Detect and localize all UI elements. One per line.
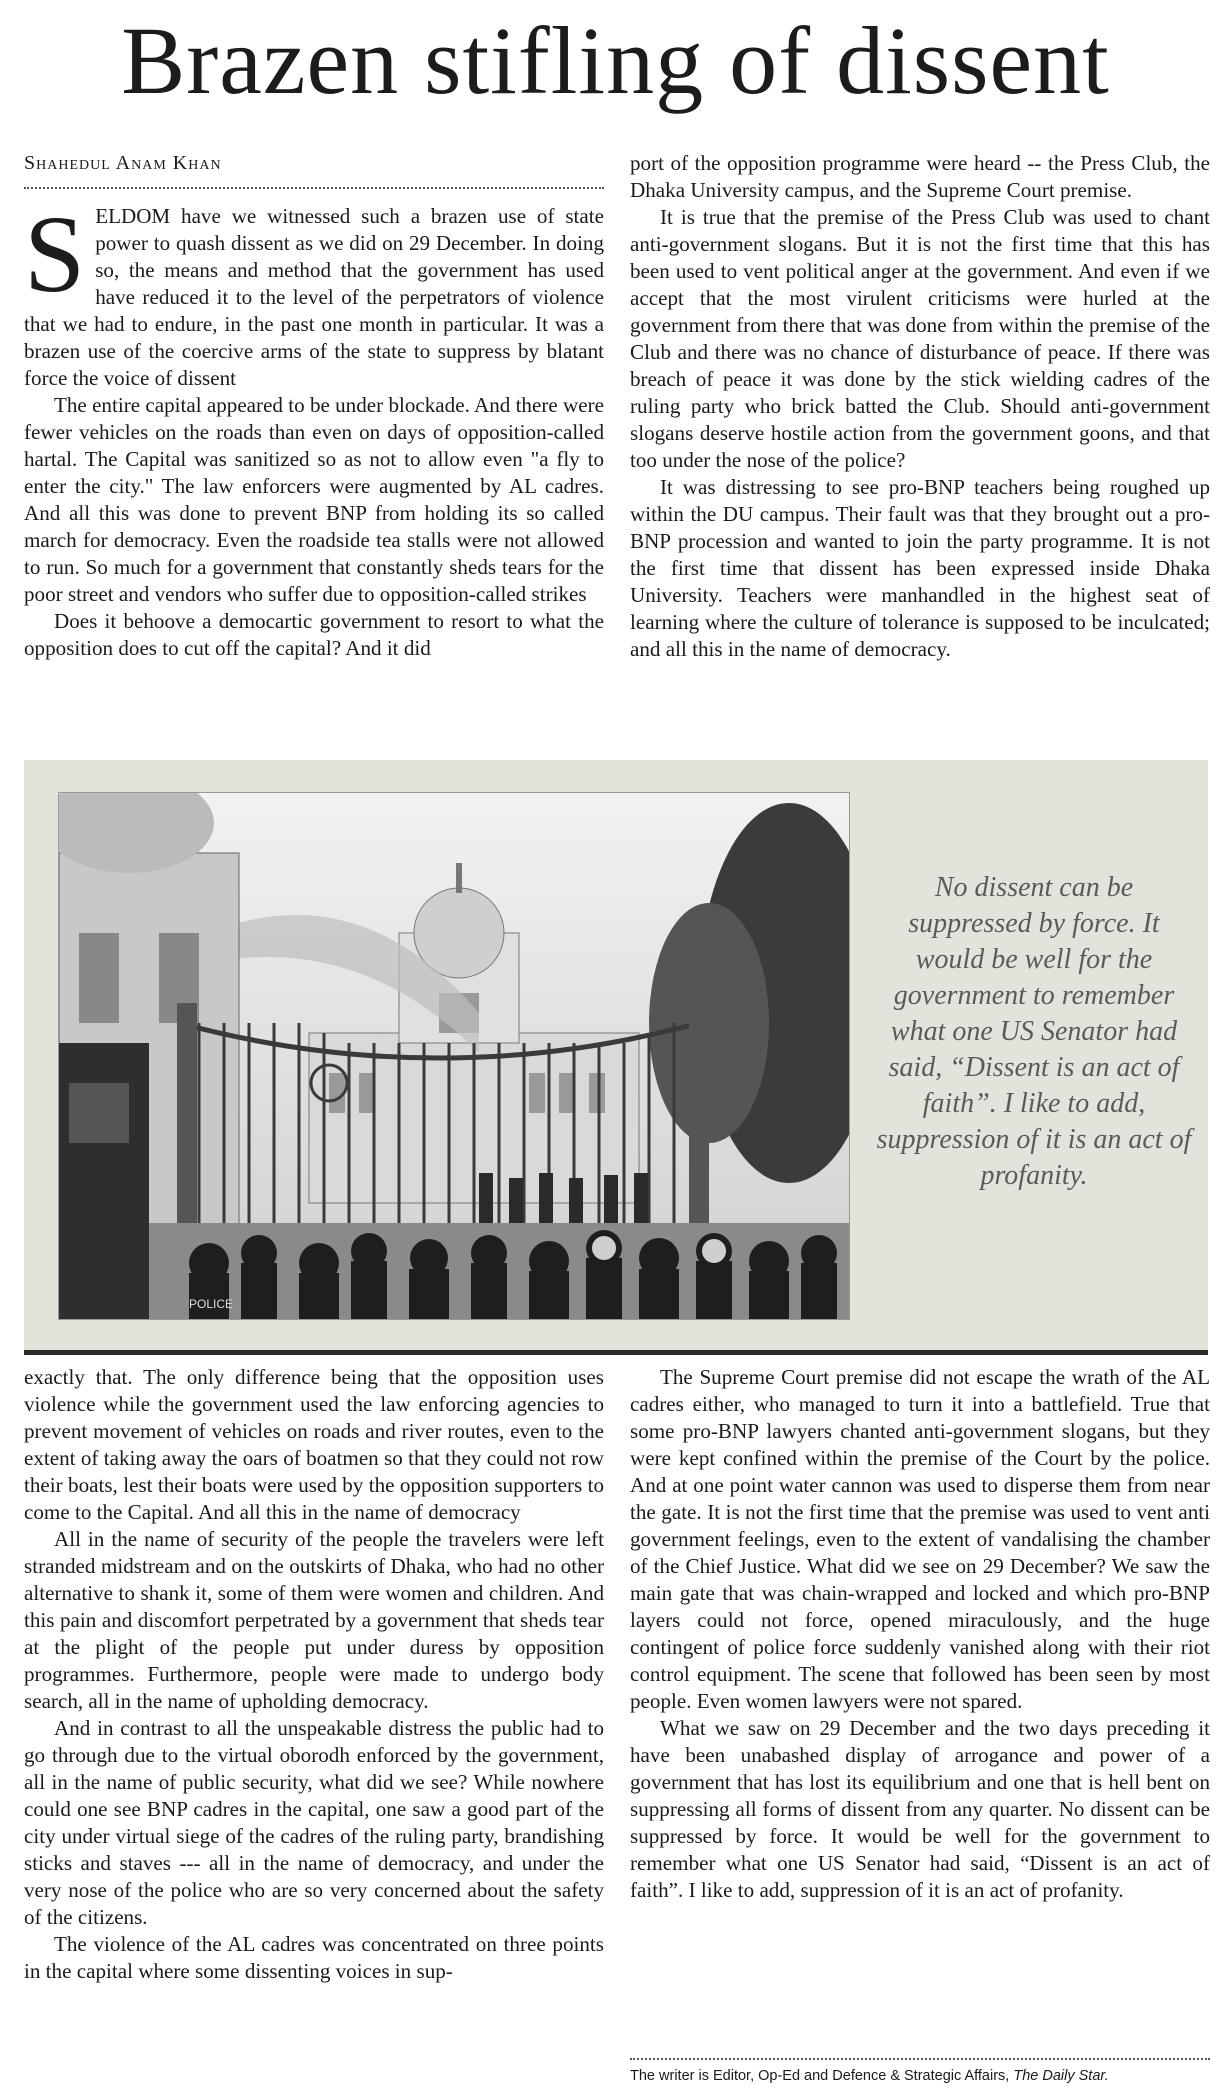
paragraph: What we saw on 29 December and the two days preceding it have been unabashed display of arrogance and power of a government that has lost its equilibrium and one that is hell bent on suppressing all forms of dissent from any quarter. No dissent can be suppressed by force. It would be well for the government to remember what one US Senator had said, “Dissent is an act of faith”. I like to add, suppression of it is an act of profanity. — [630, 1716, 1210, 1902]
paragraph: port of the opposition programme were heard -- the Press Club, the Dhaka University campus, and the Supreme Court premise. — [630, 151, 1210, 202]
photo-illustration — [59, 793, 849, 1319]
paragraph: The violence of the AL cadres was concentrated on three points in the capital where some dissenting voices in sup- — [24, 1932, 604, 1983]
credit-text: The writer is Editor, Op-Ed and Defence & Strategic Affairs, — [630, 2068, 1014, 2084]
paragraph: The Supreme Court premise did not escape the wrath of the AL cadres either, who managed to turn it into a battlefield. True that some pro-BNP lawyers chanted anti-government slogans, but they were kept confined within the premise of the Court by the police. And at one point water cannon was used to disperse them from near the gate. It is not the first time that the premise was used to vent anti government feelings, even to the extent of vandalising the chamber of the Chief Justice. What did we see on 29 December? We saw the main gate that was chain-wrapped and locked and which pro-BNP layers could not force, opened miraculously, and the huge contingent of police force suddenly vanished along with their riot control equipment. The scene that followed has been seen by most people. Even women lawyers were not spared. — [630, 1365, 1210, 1713]
column-bottom-left — [24, 1364, 604, 1985]
pull-quote: No dissent can be suppressed by force. It would be well for the government to remember what one US Senator had said, “Dissent is an act of faith”. I like to add, suppression of it is an act of profanity. — [876, 872, 1192, 1191]
photo-section — [24, 760, 1208, 1355]
author-credit — [630, 2058, 1210, 2084]
supreme-court-photo — [58, 792, 850, 1320]
paragraph: The entire capital appeared to be under blockade. And there were fewer vehicles on the roads than even on days of opposition-called hartal. The Capital was sanitized so as not to allow even "a fly to enter the city." The law enforcers were augmented by AL cadres. And all this was done to prevent BNP from holding its so called march for democracy. Even the roadside tea stalls were not allowed to run. So much for a government that constantly sheds tears for the poor street and vendors who suffer due to opposition-called strikes — [24, 393, 604, 606]
drop-cap: S — [24, 193, 86, 315]
paragraph: SELDOM have we witnessed such a brazen use of state power to quash dissent as we did on 29 December. In doing so, the means and method that the government has used have reduced it to the level of the perpetrators of violence that we had to endure, in the past one month in particular. It was a brazen use of the coercive arms of the state to suppress by blatant force the voice of dissent — [24, 193, 604, 390]
paragraph: exactly that. The only difference being that the opposition uses violence while the government used the law enforcing agencies to prevent movement of vehicles on roads and river routes, even to the extent of taking away the oars of boatmen so that they could not row their boats, lest their boats were used by the opposition supporters to come to the Capital. And all this in the name of democracy — [24, 1365, 604, 1524]
paragraph: And in contrast to all the unspeakable distress the public had to go through due to the virtual oborodh enforced by the government, all in the name of public security, what did we see? While nowhere could one see BNP cadres in the capital, one saw a good part of the city under virtual siege of the cadres of the ruling party, brandishing sticks and staves --- all in the name of democracy, and under the very nose of the police who are so very concerned about the safety of the citizens. — [24, 1716, 604, 1929]
paragraph: All in the name of security of the people the travelers were left stranded midstream and on the outskirts of Dhaka, who had no other alternative to shank it, some of them were women and children. And this pain and discomfort perpetrated by a government that sheds tear at the plight of the people put under duress by opposition programmes. Furthermore, people were made to undergo body search, all in the name of upholding democracy. — [24, 1527, 604, 1713]
column-bottom-right — [630, 1364, 1210, 1904]
paragraph: It is true that the premise of the Press Club was used to chant anti-government slogans. But it is not the first time that this has been used to vent political anger at the government. And even if we accept that the most virulent criticisms were hurled at the government from there that was done from within the premise of the Club and there was no chance of disturbance of peace. If there was breach of peace it was done by the stick wielding cadres of the ruling party who brick batted the Club. Should anti-government slogans deserve hostile action from the government goons, and that too under the nose of the police? — [630, 205, 1210, 472]
publication-name: The Daily Star. — [1013, 2068, 1109, 2084]
paragraph: It was distressing to see pro-BNP teachers being roughed up within the DU campus. Their fault was that they brought out a pro-BNP procession and wanted to join the party programme. It is not the first time that dissent has been expressed inside Dhaka University. Teachers were manhandled in the highest seat of learning where the culture of tolerance is supposed to be inculcated; and all this in the name of democracy. — [630, 475, 1210, 661]
headline: Brazen stifling of dissent — [121, 7, 1110, 114]
column-top-left — [24, 150, 604, 662]
paragraph: Does it behoove a democartic government to resort to what the opposition does to cut off the capital? And it did — [24, 609, 604, 660]
police-vest-label: POLICE — [189, 1297, 234, 1311]
column-top-right — [630, 150, 1210, 663]
byline: Shahedul Anam Khan — [24, 150, 604, 189]
